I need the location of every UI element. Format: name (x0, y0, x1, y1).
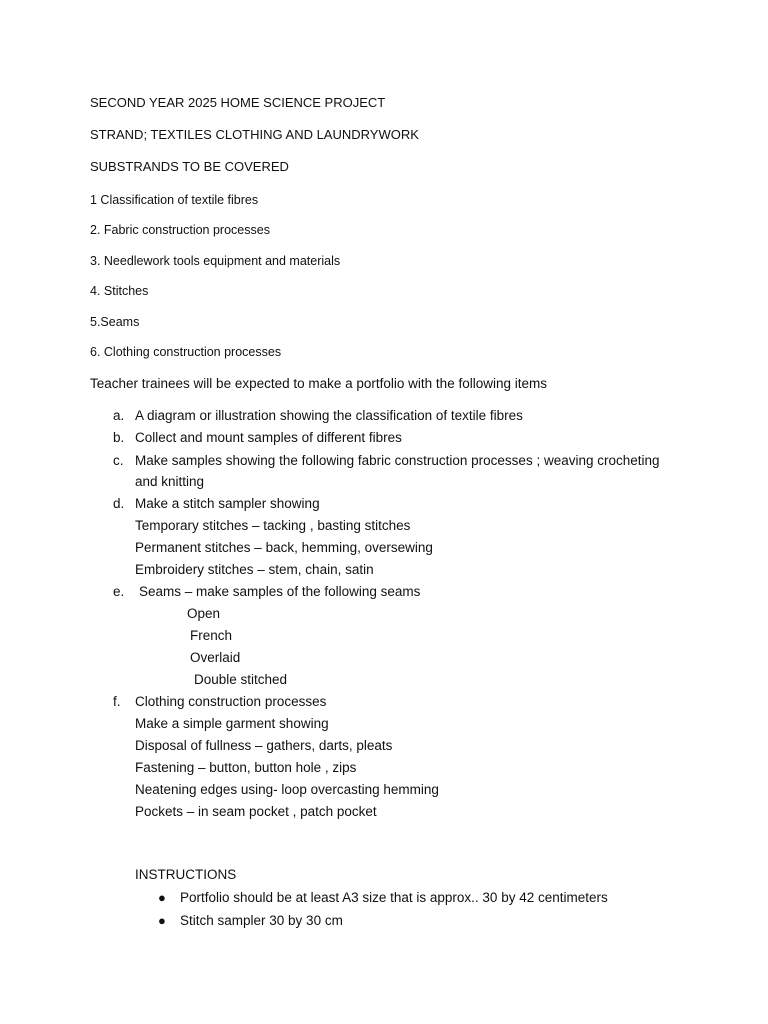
bullet-icon: ● (158, 890, 166, 905)
list-item: Seams – make samples of the following seams (139, 584, 421, 599)
sub-line: Embroidery stitches – stem, chain, satin (135, 562, 374, 577)
list-marker: c. (113, 453, 124, 468)
instruction-item: Portfolio should be at least A3 size that is approx.. 30 by 42 centimeters (180, 890, 608, 905)
list-item: Make a stitch sampler showing (135, 496, 320, 511)
list-item: Clothing construction processes (135, 694, 327, 709)
list-item-continuation: and knitting (135, 474, 205, 489)
instructions-heading: INSTRUCTIONS (135, 867, 237, 882)
sub-line: Disposal of fullness – gathers, darts, pleats (135, 738, 393, 753)
substrand-item: 2. Fabric construction processes (90, 223, 270, 237)
sub-line: Fastening – button, button hole , zips (135, 760, 357, 775)
seam-item: French (190, 628, 233, 643)
instruction-item: Stitch sampler 30 by 30 cm (180, 913, 343, 928)
substrand-item: 3. Needlework tools equipment and materials (90, 254, 341, 268)
sub-line: Make a simple garment showing (135, 716, 329, 731)
strand-heading: STRAND; TEXTILES CLOTHING AND LAUNDRYWORK (90, 127, 419, 142)
seam-item: Overlaid (190, 650, 241, 665)
sub-line: Temporary stitches – tacking , basting stitches (135, 518, 411, 533)
list-item: Collect and mount samples of different fibres (135, 430, 402, 445)
list-marker: f. (113, 694, 121, 709)
list-marker: b. (113, 430, 125, 445)
substrand-item: 1 Classification of textile fibres (90, 193, 259, 207)
substrand-item: 4. Stitches (90, 284, 149, 298)
substrand-item: 5.Seams (90, 315, 140, 329)
substrands-heading: SUBSTRANDS TO BE COVERED (90, 159, 289, 174)
seam-item: Double stitched (194, 672, 288, 687)
bullet-icon: ● (158, 913, 166, 928)
substrand-item: 6. Clothing construction processes (90, 345, 282, 359)
list-marker: e. (113, 584, 125, 599)
sub-line: Neatening edges using- loop overcasting hemming (135, 782, 439, 797)
document-title: SECOND YEAR 2025 HOME SCIENCE PROJECT (90, 95, 386, 110)
list-marker: d. (113, 496, 125, 511)
list-item: A diagram or illustration showing the classification of textile fibres (135, 408, 523, 423)
list-marker: a. (113, 408, 125, 423)
sub-line: Permanent stitches – back, hemming, oversewing (135, 540, 433, 555)
list-item: Make samples showing the following fabric construction processes ; weaving crocheting (135, 453, 660, 468)
intro-paragraph: Teacher trainees will be expected to make a portfolio with the following items (90, 376, 547, 391)
sub-line: Pockets – in seam pocket , patch pocket (135, 804, 377, 819)
seam-item: Open (187, 606, 221, 621)
